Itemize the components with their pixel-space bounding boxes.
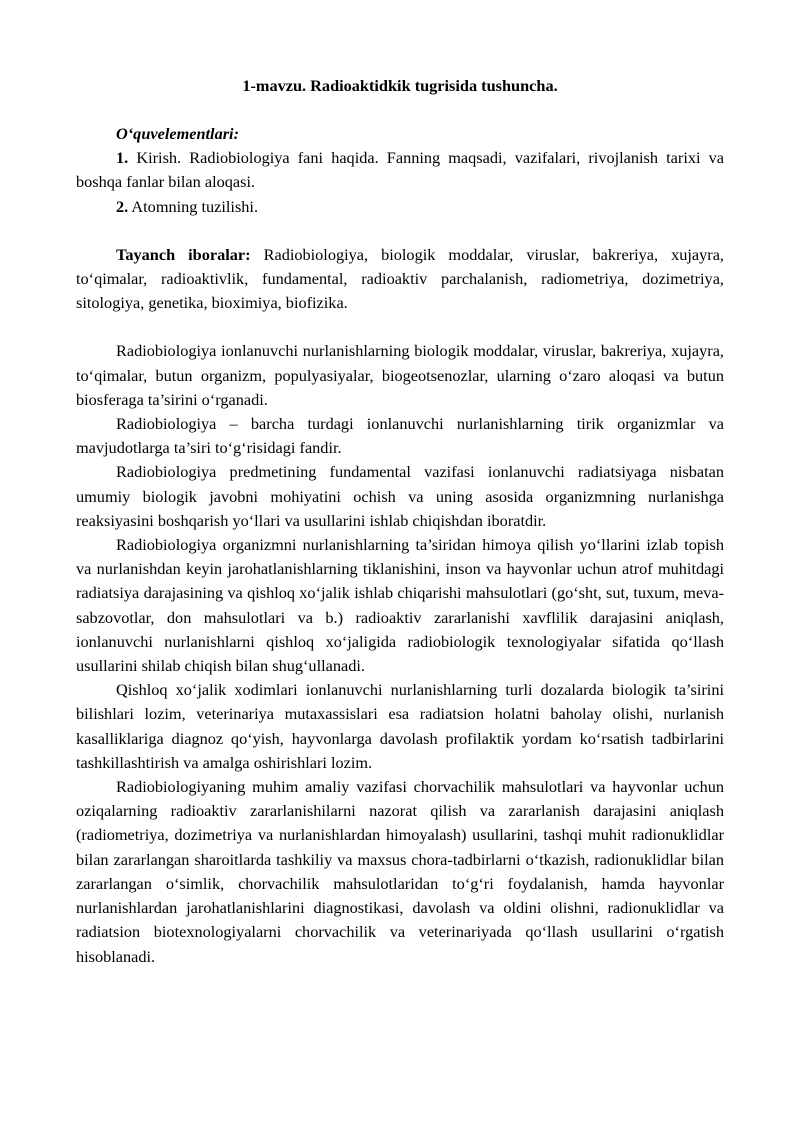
study-elements-heading (76, 122, 724, 146)
body-paragraph: Radiobiologiya ionlanuvchi nurlanishlarning biologik moddalar, viruslar, bakreriya, xujayra, to‘qimalar, butun organizm, populyasiyalar, biogeotsenozlar, ularning o‘zaro aloqasi va butun biosferaga ta’sirini o‘rganadi. (76, 341, 724, 409)
study-element-item (76, 146, 724, 194)
study-element-number: 1. (116, 148, 129, 168)
keywords-text: Radiobiologiya, biologik moddalar, viruslar, bakreriya, xujayra, to‘qimalar, radioaktivlik, fundamental, radioaktiv parchalanish, radiometriya, dozimetriya, sitologiya, genetika, bioximiya, biofizika. (76, 244, 724, 313)
spacer (76, 219, 724, 243)
body-paragraph: Radiobiologiya – barcha turdagi ionlanuvchi nurlanishlarning tirik organizmlar va mavjudotlarga ta’siri to‘g‘risidagi fandir. (76, 414, 724, 458)
study-element-text: Kirish. Radiobiologiya fani haqida. Fanning maqsadi, vazifalari, rivojlanish tarixi va boshqa fanlar bilan aloqasi. (76, 148, 724, 192)
study-element-text: Atomning tuzilishi. (131, 196, 259, 216)
page-title: 1-mavzu. Radioaktidkik tugrisida tushuncha. (242, 76, 558, 95)
keywords-label: Tayanch iboralar: (116, 244, 251, 264)
spacer (76, 98, 724, 122)
body-paragraph: Radiobiologiyaning muhim amaliy vazifasi chorvachilik mahsulotlari va hayvonlar uchun oziqalarning radioaktiv zararlanishilarni nazorat qilish va zararlanish darajasini aniqlash (radiometriya, dozimetriya va nurlanishlardan himoyalash) usullarini, tashqi muhit radionuklidlar bilan zararlangan sharoitlarda tashkiliy va maxsus chora-tadbirlarni o‘tkazish, radionuklidlar bilan zararlangan o‘simlik, chorvachilik mahsulotlaridan to‘g‘ri foydalanish, hamda hayvonlar nurlanishlardan jarohatlanishlarini diagnostikasi, davolash va oldini olishni, radionuklidlar va radiatsion biotexnologiyalarni chorvachilik va veterinariyada qo‘llash usullarini o‘rgatish hisoblanadi. (76, 777, 724, 966)
spacer (76, 315, 724, 339)
keywords-paragraph (76, 243, 724, 316)
body-paragraph: Radiobiologiya organizmni nurlanishlarning ta’siridan himoya qilish yo‘llarini izlab topish va nurlanishdan keyin jarohatlanishlarning tiklanishini, inson va hayvonlar uchun atrof muhitdagi radiatsiya darajasining va qishloq xo‘jalik ishlab chiqarishi mahsulotlari (go‘sht, sut, tuxum, meva-sabzovotlar, don mahsulotlari va b.) radioaktiv zararlanishi xavflilik darajasini aniqlash, ionlanuvchi nurlanishlarni qishloq xo‘jaligida radiobiologik texnologiyalar sifatida qo‘llash usullarini shilab chiqish bilan shug‘ullanadi. (76, 535, 724, 676)
body-paragraph: Qishloq xo‘jalik xodimlari ionlanuvchi nurlanishlarning turli dozalarda biologik ta’sirini bilishlari lozim, veterinariya mutaxassislari esa radiatsion holatni baholay olishi, nurlanish kasalliklariga diagnoz qo‘yish, hayvonlarga davolash profilaktik yordam ko‘rsatish tadbirlarini tashkillashtirish va amalga oshirishlari lozim. (76, 680, 724, 772)
study-element-item (76, 195, 724, 219)
study-element-number: 2. (116, 196, 129, 216)
study-elements-label: O‘quvelementlari: (116, 124, 239, 143)
body-paragraph: Radiobiologiya predmetining fundamental vazifasi ionlanuvchi radiatsiyaga nisbatan umumiy biologik javobni mohiyatini ochish va uning asosida organizmning nurlanishga reaksiyasini boshqarish yo‘llari va usullarini ishlab chiqishdan iboratdir. (76, 462, 724, 530)
document-page (76, 74, 724, 969)
